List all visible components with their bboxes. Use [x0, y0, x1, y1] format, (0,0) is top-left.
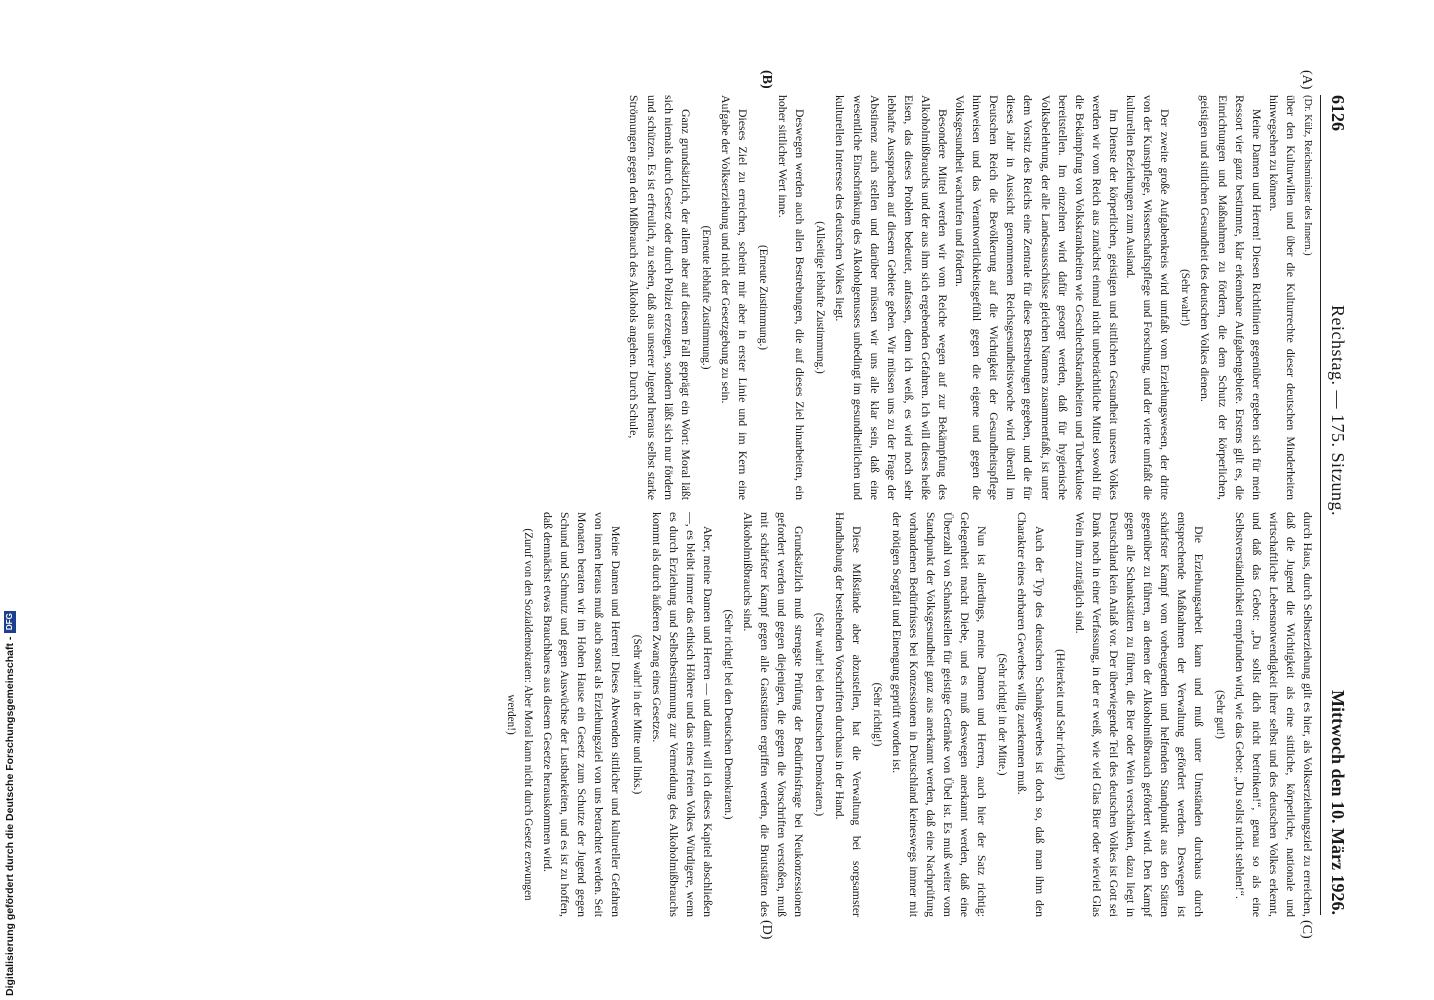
- paragraph: über den Kulturwillen und über die Kulturrechte dieser deutschen Minderheiten hinwegsehen zu können.: [1266, 95, 1298, 500]
- right-column: [136, 512, 1316, 917]
- paragraph: Meine Damen und Herren! Diesen Richtlinien gegenüber ergeben sich für mein Ressort vier ganz bestimmte, klar erkennbare Aufgabengebiete. Erstens gilt es, die Einrichtungen und Maßnahmen zu fördern, die dem Schutz der körperlichen, geistigen und sittlichen Gesundheit des deutschen Volkes dienen.: [1198, 95, 1264, 500]
- dfg-logo-icon: DFG: [4, 611, 16, 633]
- page-header: [1320, 95, 1358, 915]
- remark: (Sehr richtig!): [870, 682, 883, 747]
- paragraph: Dieses Ziel zu erreichen, scheint mir aber in erster Linie und im Kern eine Aufgabe der Volkserziehung und nicht der Gesetzgebung zu sein.: [718, 95, 750, 500]
- paragraph: Ganz grundsätzlich, der allem aber auf diesem Fall geprägt ein Wort: Moral läßt sich niemals durch Gesetz oder durch Polizei erzeugen, sondern läßt sich nur fördern und schützen. Es ist erfreulich, zu sehen, daß aus unserer Jugend heraus selbst starke Strömungen gegen den Mißbrauch des Alkohols angehen. Durch Schule,: [627, 95, 693, 500]
- digitization-credit: [2, 576, 20, 996]
- paragraph: durch Haus, durch Selbsterziehung gilt es hier, als Volkserziehungsziel zu erreichen, daß die Jugend die Wichtigkeit als eine sittliche, körperliche, nationale und wirtschaftliche Lebensnotwendigkeit ihrer selbst und des deutschen Volkes erkennt, und daß das Gebot: „Du sollst dich nicht betrinken!“, genau so als eine Selbstverständlichkeit empfunden wird, wie das Gebot: „Du sollst nicht stehlen!“.: [1232, 512, 1315, 917]
- paragraph: Im Dienste der körperlichen, geistigen und sittlichen Gesundheit unseres Volkes werden wir vom Reich aus zunächst einmal nicht unbeträchtliche Mittel sowohl für die Bekämpfung von Volkskrankheiten wie Geschlechtskrankheiten und Tuberkulose bereitstellen. Im einzelnen wird dafür gesorgt werden, daß für hygienische Volksbelehrung, der alle Landesausschüsse gleichen Namens zusammenfaßt, ist unter dem Vorsitz des Reichs eine Zentrale für diese Bestrebungen gegeben, und die für dieses Jahr in Aussicht genommenen Reichsgesundheitswoche wird überall im Deutschen Reich die Bevölkerung auf die Wichtigkeit der Gesundheitspflege hinweisen und das Verantwortlichkeitsgefühl gegen die eigene und gegen die Volksgesundheit wachrufen und fördern.: [953, 95, 1121, 500]
- credit-text: Digitalisierung gefördert durch die Deutsche Forschungsgemeinschaft -: [4, 636, 16, 996]
- margin-mark-c: (C): [1299, 920, 1314, 939]
- remark: (Heiterkeit und Sehr richtig!): [1053, 649, 1066, 780]
- page-number: 6126: [1328, 95, 1348, 131]
- paragraph: Grundsätzlich muß strengste Prüfung der Bedürfnisfrage bei Neukonzessionen gefordert werden und gegen diejenigen, die gegen die Vorschriften verstoßen, muß mit schärfster Kampf gegen alle Gaststätten ergriffen werden, die Brutstätten des Alkoholmißbrauchs sind.: [741, 512, 807, 917]
- paragraph: Meine Damen und Herren! Dieses Abwenden sittlicher und kultureller Gefahren von innen heraus muß auch sonst als Erziehungsziel von uns betrachtet werden. Seit Monaten beraten wir im Hohen Hause ein Gesetz zum Schutze der Jugend gegen Schund und Schmutz und gegen Auswüchse der Lustbarkeiten, und es ist zu hoffen, daß demnächst etwas Brauchbares aus diesem Gesetze herauskommen wird.: [541, 512, 624, 917]
- paragraph: Auch der Typ des deutschen Schankgewerbes ist doch so, daß man ihm den Charakter eines ehrbaren Gewerbes willig zuerkennen muß.: [1015, 512, 1047, 917]
- remark: (Sehr wahr! in der Mitte und links.): [630, 634, 643, 795]
- speaker-line: (Dr. Külz, Reichsminister des Innern.): [1302, 95, 1313, 256]
- remark: (Erneute Zustimmung.): [757, 244, 770, 350]
- remark: (Sehr wahr! bei den Deutschen Demokraten.): [813, 612, 826, 817]
- remark: (Sehr richtig! bei den Deutschen Demokraten.): [722, 609, 734, 820]
- margin-mark-d: (D): [759, 920, 774, 940]
- paragraph: Die Erziehungsarbeit kann und muß unter Umständen durchaus durch entsprechende Maßnahmen der Verwaltung gefördert werden. Deswegen ist schärfster Kampf vom vorbeugenden und helfenden Standpunkt aus den Stätten gegenüber zu führen, an denen der Alkoholmißbrauch gefördert wird. Den Kampf gegen alle Schankstätten zu führen, die Bier oder Wein verschänken, dazu liegt in Deutschland kein Anlaß vor. Der überwiegende Teil des deutschen Volkes ist Gott sei Dank noch in einer Verfassung, in der er weiß, wie viel Glas Bier oder wieviel Glas Wein ihm zuträglich sind.: [1072, 512, 1207, 917]
- paragraph: Diese Mißstände aber abzustellen, hat die Verwaltung bei sorgsamster Handhabung der bestehenden Vorschriften durchaus in der Hand.: [832, 512, 864, 917]
- remark: (Allseitige lebhafte Zustimmung.): [814, 221, 827, 374]
- margin-mark-a: (A): [1299, 70, 1314, 90]
- paragraph: Besondere Mittel werden wir vom Reiche wegen auf zur Bekämpfung des Alkoholmißbrauchs und der aus ihm sich ergebenden Gefahren. Ich will dieses heiße Eisen, das dieses Problem bedeutet, anfassen, denn ich weiß, es wird noch sehr lebhafte Aussprachen auf diesem Gebiete geben. Wir müssen uns zu der Frage der Abstinenz auch stellen und darüber müssen wir uns alle klar sein, daß eine wesentliche Einschränkung des Alkoholgenusses unbedingt im gesundheitlichen und kulturellen Interesse des deutschen Volkes liegt.: [833, 95, 951, 500]
- paragraph: Deswegen werden auch allen Bestrebungen, die auf dieses Ziel hinarbeiten, ein hoher sittlicher Wert inne.: [776, 95, 808, 500]
- header-title: Reichstag. — 175. Sitzung.: [1328, 305, 1348, 516]
- margin-mark-b: (B): [759, 70, 774, 89]
- remark: (Erneute lebhafte Zustimmung.): [699, 225, 712, 370]
- paragraph: Der zweite große Aufgabenkreis wird umfaßt vom Erziehungswesen, der dritte von der Kunstpflege, Wissenschaftspflege und Forschung, und der vierte umfaßt die kulturellen Beziehungen zum Ausland.: [1124, 95, 1173, 500]
- remark: (Sehr wahr!): [1179, 269, 1192, 326]
- left-column: [136, 95, 1316, 500]
- header-date: Mittwoch den 10. März 1926.: [1328, 690, 1348, 915]
- paragraph: Nun ist allerdings, meine Damen und Herren, auch hier der Satz richtig: Gelegenheit macht Diebe, und es muß deswegen anerkannt werden, daß eine Überzahl von Schankstellen für geistige Getränke von Übel ist. Es muß weiter vom Standpunkt der Volksgesundheit ganz aus anerkannt werden, daß eine Nachprüfung vorhandenen Bedürfnisses bei Konzessionen in Deutschland keineswegs immer mit der nötigen Sorgfalt und Einengung geprüft worden ist.: [889, 512, 990, 917]
- remark: (Sehr gut!): [1213, 690, 1226, 739]
- remark: (Sehr richtig! in der Mitte.): [996, 653, 1009, 776]
- paragraph: Aber, meine Damen und Herren — und damit will ich dieses Kapitel abschließen —, es bleibt immer das ethisch Höhere und das eines freien Volkes Würdigere, wenn es durch Erziehung und Selbstbestimmung zur Vermeidung des Alkoholmißbrauchs kommt als durch äußeren Zwang eines Gesetzes.: [649, 512, 715, 917]
- remark: (Zuruf von den Sozialdemokraten: Aber Moral kann nicht durch Gesetz erzwungen werden!): [504, 528, 534, 901]
